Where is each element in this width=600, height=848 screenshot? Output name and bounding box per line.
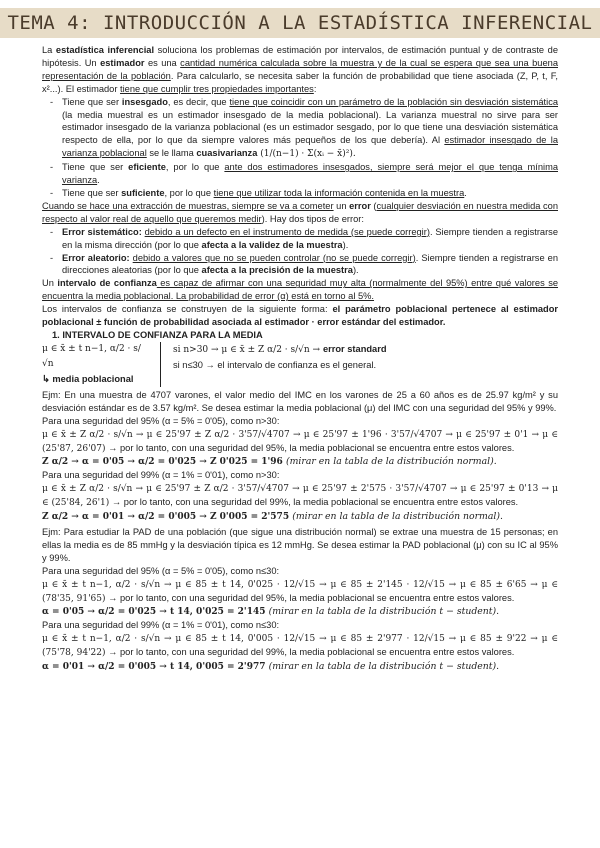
text: soluciona los problemas de estimación por intervalos, de estimación puntual y de contraste de hipótesis. Un <box>42 45 558 68</box>
text: Un <box>42 278 58 289</box>
term-intervalo-confianza: intervalo de confianza <box>57 278 157 289</box>
term-estimador: estimador <box>100 57 145 68</box>
text: error standard <box>322 343 387 354</box>
text: Tiene que ser <box>62 162 129 173</box>
text: Para una seguridad del 95% (α = 5% = 0'05), como n>30: <box>42 415 280 426</box>
formula-box-left <box>42 342 161 387</box>
section-heading: 1. INTERVALO DE CONFIANZA PARA LA MEDIA <box>52 329 263 340</box>
text: debido a valores que no se pueden controlar (no se puede corregir) <box>132 252 416 263</box>
term-eficiente: eficiente <box>128 162 166 173</box>
text: si n≤30 → el intervalo de confianza es el general. <box>173 359 377 370</box>
text: afecta a la validez de la muestra <box>201 239 343 250</box>
text: , por lo que <box>165 162 225 173</box>
general-formula: μ ∈ x̄ ± t n−1, α/2 · s/√n <box>42 343 141 369</box>
text: , por lo que <box>164 187 214 198</box>
text: (mirar en la tabla de la distribución t − student). <box>268 606 500 618</box>
text: un <box>333 200 350 211</box>
text: tiene que coincidir con un parámetro de la población sin desviación sistemática <box>229 96 559 107</box>
list-item <box>62 226 558 252</box>
text: debido a un defecto en el instrumento de medida (se puede corregir) <box>144 226 430 237</box>
text: se le llama <box>146 148 197 159</box>
interval-construction <box>42 303 558 329</box>
list-item <box>62 96 558 162</box>
definition-estimador: cantidad numérica calculada sobre la muestra y de la cual se espera que sea una buena representación de la población <box>42 57 558 81</box>
text: . Siempre tienden a registrarse en la misma dirección (por lo que <box>62 226 558 250</box>
text: Tiene que ser <box>62 96 122 107</box>
text: → por lo tanto, con una seguridad del 99%, la media poblacional se encuentra entre estos valores. <box>105 647 515 658</box>
text: Error aleatorio: <box>62 252 130 263</box>
text: es una <box>144 57 181 68</box>
text: . <box>97 175 100 186</box>
text: . Siempre tienden a registrarse en direcciones aleatorias (por lo que <box>62 252 559 276</box>
formula-label: ↳ media poblacional <box>42 373 134 384</box>
intro-paragraph <box>42 44 558 96</box>
text: es capaz de afirmar con una seguridad muy alta (normalmente del 95%) entre qué valores se encuentra la media poblacional. La probabilidad de error (α) está en torno al 5%. <box>42 278 559 302</box>
text: Z α/2 → α = 0'01 → α/2 = 0'005 → Z 0'005 = 2'575 <box>42 512 293 523</box>
text: → por lo tanto, con una seguridad del 95%, la media poblacional se encuentra entre estos valores. <box>105 442 515 453</box>
properties-list <box>42 96 558 200</box>
text: La <box>42 45 56 55</box>
text: ). <box>352 265 359 276</box>
text: μ ∈ x̄ ± t n−1, α/2 · s/√n → μ ∈ 85 ± t 14, 0'005 · 12/√15 → μ ∈ 85 ± 2'977 · 12/√15 → μ ∈ 85 ± 9'22 → μ ∈ (75'78, 94'22) <box>42 634 558 659</box>
text: Los intervalos de confianza se construyen de la siguiente forma: <box>42 304 333 315</box>
errors-paragraph <box>42 200 558 226</box>
list-item <box>62 161 558 187</box>
term-estadistica-inferencial: estadística inferencial <box>55 45 155 55</box>
text: tiene que utilizar toda la información contenida en la muestra <box>213 187 465 198</box>
text: , es decir, que <box>167 96 230 107</box>
text: Error sistemático: <box>62 226 142 237</box>
text: . <box>464 187 467 198</box>
term-cuasivarianza: cuasivarianza <box>196 148 258 159</box>
text: Para una seguridad del 95% (α = 5% = 0'05), como n≤30: <box>42 565 280 576</box>
formula-box <box>42 342 558 387</box>
text: ante dos estimadores insesgados, siempre será mejor el que tenga mínima varianza <box>62 162 558 186</box>
errors-list <box>42 226 558 278</box>
text: afecta a la precisión de la muestra <box>201 265 353 276</box>
text: : <box>313 83 317 94</box>
properties-lead: tiene que cumplir tres propiedades importantes <box>120 83 314 94</box>
text: (mirar en la tabla de la distribución normal). <box>285 456 497 468</box>
example-pad <box>42 526 558 674</box>
title-banner <box>0 8 600 38</box>
text: ). <box>342 239 349 250</box>
text: (mirar en la tabla de la distribución normal). <box>292 511 503 523</box>
text: si n>30 → μ ∈ x̄ ± Z α/2 · s/√n → <box>173 344 323 355</box>
text: Tiene que ser <box>62 187 122 198</box>
text: el parámetro poblacional pertenece al estimador poblacional ± función de probabilidad asociada al estimador · error estándar del estimador. <box>42 304 558 328</box>
text: Z α/2 → α = 0'05 → α/2 = 0'025 → Z 0'025 = 1'96 <box>42 457 286 468</box>
list-item <box>62 252 558 278</box>
text: → por lo tanto, con una seguridad del 95%, la media poblacional se encuentra entre estos valores. <box>105 592 515 603</box>
term-suficiente: suficiente <box>121 187 165 198</box>
text: (la media muestral es un estimador insesgado de la media poblacional). La varianza muestral no sirve para ser estimador insesgado de la varianza poblacional (es un estimador sesgado, por lo que tiene una desviación sistemática respecto de ella, por lo que da siempre valores más pequeños de los que debería). Al <box>62 109 558 146</box>
text: estimador insesgado de la varianza poblacional <box>62 135 558 159</box>
text: μ ∈ x̄ ± Z α/2 · s/√n → μ ∈ 25'97 ± Z α/2 · 3'57/√4707 → μ ∈ 25'97 ± 1'96 · 3'57/√4707 → μ ∈ 25'97 ± 0'1 → μ ∈ (25'87, 26'07) <box>42 429 558 454</box>
text: (1/(n−1) · Σ(xᵢ − x̄)²). <box>257 149 356 160</box>
text: cualquier desviación en nuestra medida con respecto al valor real de aquello que queremos medir <box>42 200 558 224</box>
text: ( <box>370 200 377 211</box>
text: Cuando se hace una extracción de muestras, siempre se va a cometer <box>42 200 334 211</box>
term-error: error <box>349 200 371 211</box>
text: → por lo tanto, con una seguridad del 99%, la media poblacional se encuentra entre estos valores. <box>109 497 519 508</box>
list-item <box>62 187 558 200</box>
text: μ ∈ x̄ ± t n−1, α/2 · s/√n → μ ∈ 85 ± t 14, 0'025 · 12/√15 → μ ∈ 85 ± 2'145 · 12/√15 → μ ∈ 85 ± 6'65 → μ ∈ (78'35, 91'65) <box>42 579 558 604</box>
term-insesgado: insesgado <box>121 96 168 107</box>
text: Ejm: En una muestra de 4707 varones, el valor medio del IMC en los varones de 25 a 60 años es de 25.97 kg/m² y su desviación estándar es de 3.57 kg/m². Se desea estimar la media poblacional (μ) del IMC con una seguridad del 95% y 99%. <box>42 389 558 413</box>
text: Para una seguridad del 99% (α = 1% = 0'01), como n>30: <box>42 470 280 481</box>
text: Para una seguridad del 99% (α = 1% = 0'01), como n≤30: <box>42 620 280 631</box>
text: α = 0'01 → α/2 = 0'005 → t 14, 0'005 = 2'977 <box>42 662 269 673</box>
text: Ejm: Para estudiar la PAD de una población (que sigue una distribución normal) se extrae una muestra de 15 personas; en ellas la media es de 85 mmHg y la desviación típica es 12 mmHg. Se desea estimar la PAD poblacional (μ) con su IC al 95% y 99%. <box>42 527 558 563</box>
formula-box-right <box>161 342 387 387</box>
page-title: TEMA 4: INTRODUCCIÓN A LA ESTADÍSTICA INFERENCIAL <box>7 12 593 34</box>
text: α = 0'05 → α/2 = 0'025 → t 14, 0'025 = 2'145 <box>42 607 269 618</box>
text: . Para calcularlo, se necesita saber la función de probabilidad que tiene asociada (Z, P, t, F, x²...). El estimador <box>42 70 558 94</box>
text: ). Hay dos tipos de error: <box>261 213 364 224</box>
interval-paragraph <box>42 277 558 303</box>
example-imc <box>42 389 558 524</box>
text: μ ∈ x̄ ± Z α/2 · s/√n → μ ∈ 25'97 ± Z α/2 · 3'57/√4707 → μ ∈ 25'97 ± 2'575 · 3'57/√4707 → μ ∈ 25'97 ± 0'13 → μ ∈ (25'84, 26'1) <box>42 484 558 509</box>
text: (mirar en la tabla de la distribución t − student). <box>268 661 500 673</box>
